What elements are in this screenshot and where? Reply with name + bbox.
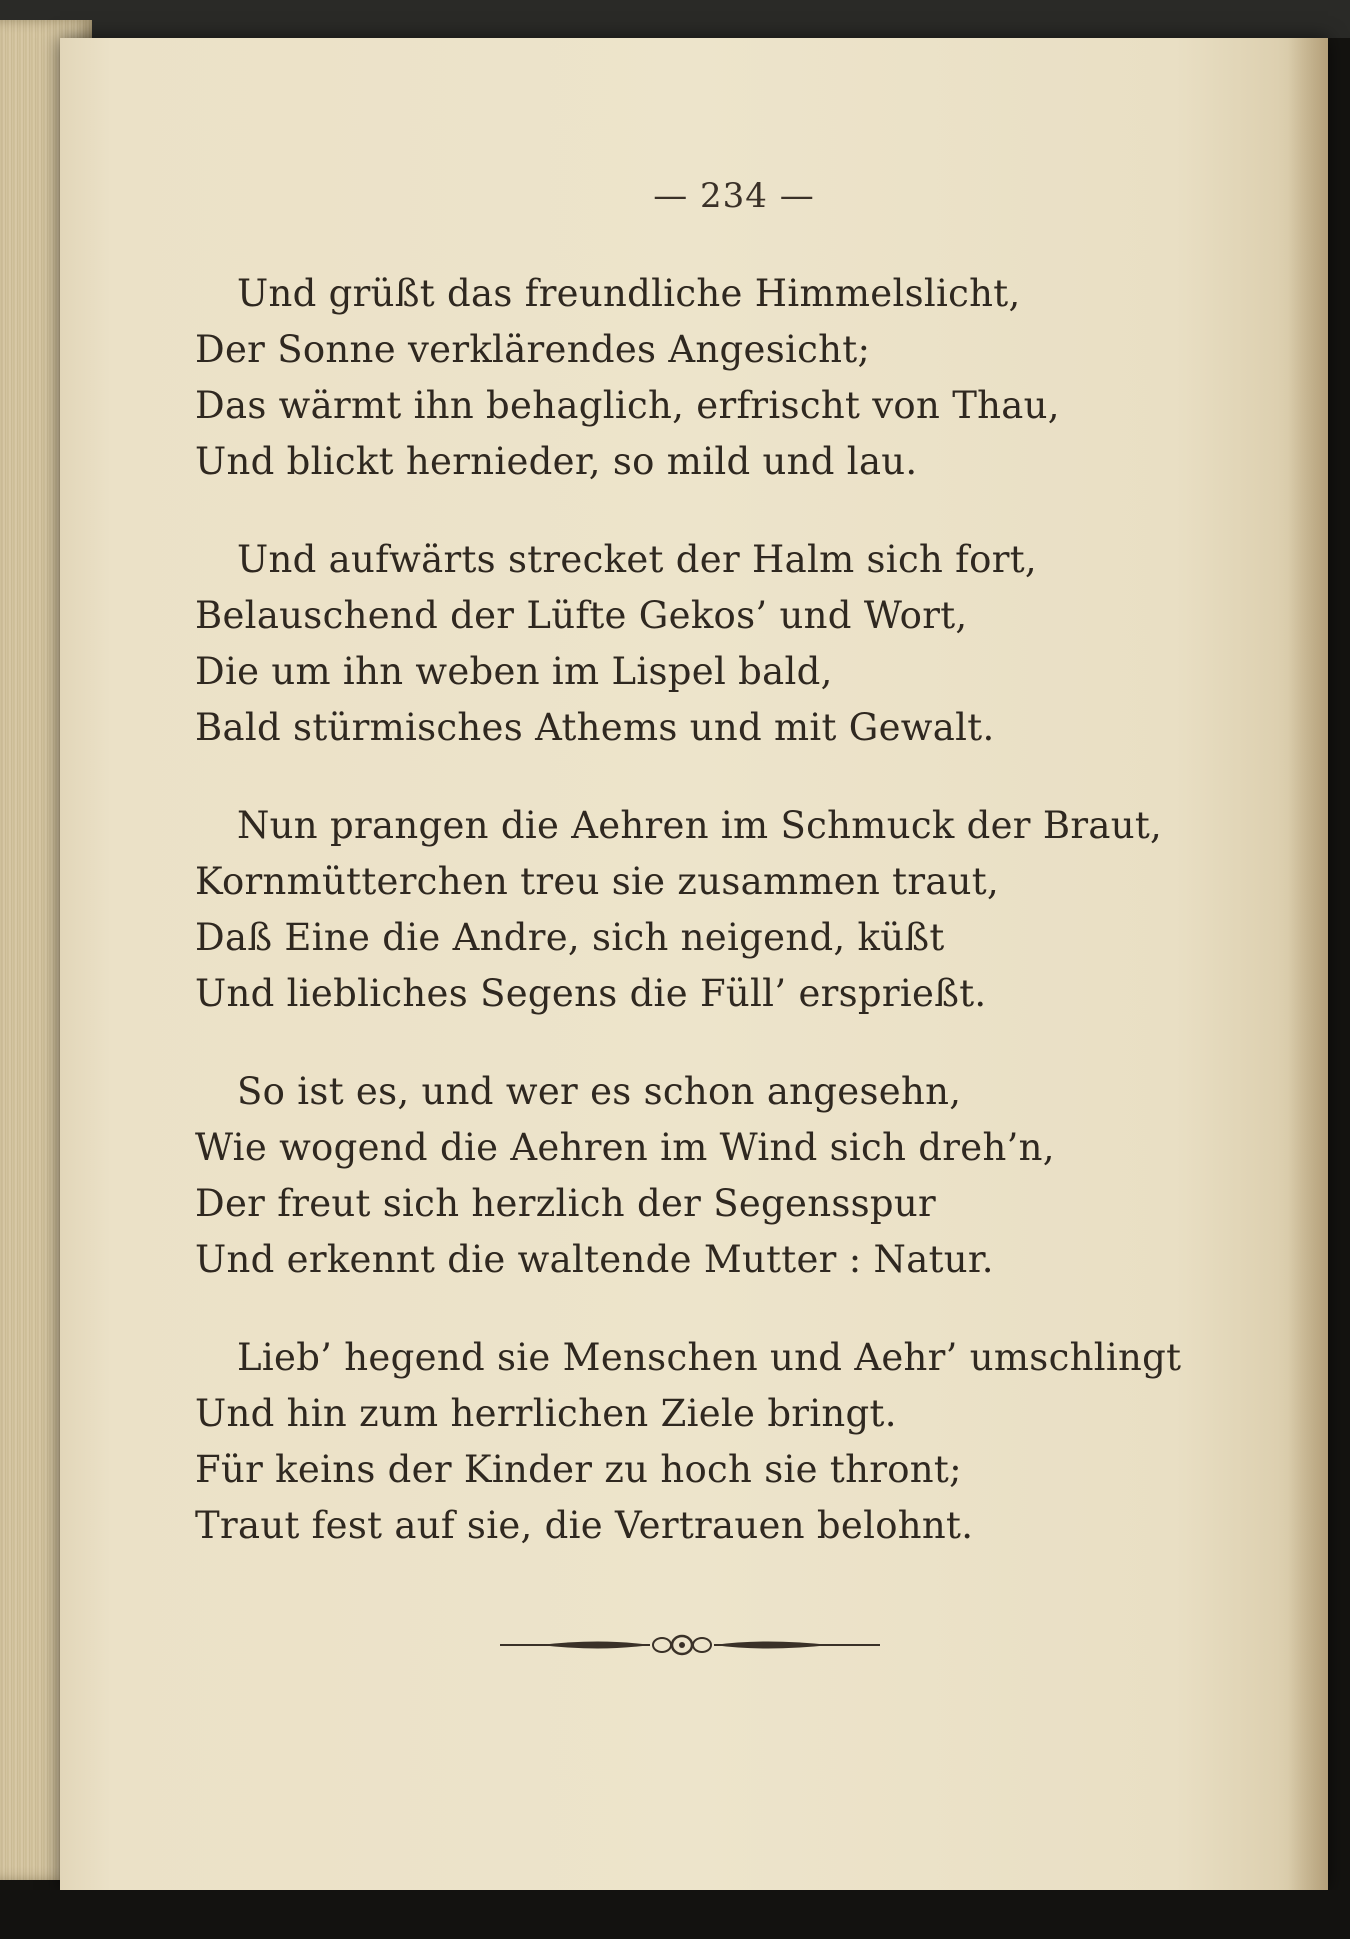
poem-line: Lieb’ hegend sie Menschen und Aehr’ umschlingt xyxy=(237,1336,1182,1379)
poem-line: Und liebliches Segens die Füll’ ersprießt. xyxy=(195,972,987,1015)
poem-line: Für keins der Kinder zu hoch sie thront; xyxy=(195,1448,962,1491)
poem-line: Bald stürmisches Athems und mit Gewalt. xyxy=(195,706,995,749)
poem-line: Nun prangen die Aehren im Schmuck der Braut, xyxy=(237,804,1163,847)
poem-line: Belauschend der Lüfte Gekos’ und Wort, xyxy=(195,594,968,637)
poem-line: Der freut sich herzlich der Segensspur xyxy=(195,1182,937,1225)
poem-line: Und blickt hernieder, so mild und lau. xyxy=(195,440,918,483)
poem-line: Und hin zum herrlichen Ziele bringt. xyxy=(195,1392,897,1435)
poem-line: Das wärmt ihn behaglich, erfrischt von Thau, xyxy=(195,384,1060,427)
poem-line: Wie wogend die Aehren im Wind sich dreh’n, xyxy=(195,1126,1055,1169)
poem-line: Und grüßt das freundliche Himmelslicht, xyxy=(237,272,1021,315)
poem-line: Traut fest auf sie, die Vertrauen belohnt. xyxy=(195,1504,974,1547)
scan-top-border xyxy=(0,0,1350,38)
poem-line: Daß Eine die Andre, sich neigend, küßt xyxy=(195,916,945,959)
stanza-3 xyxy=(195,798,1195,1022)
decorative-divider-icon xyxy=(500,1630,880,1660)
scan-bottom-border xyxy=(0,1890,1350,1939)
stanza-4 xyxy=(195,1064,1195,1288)
page-number: — 234 — xyxy=(653,176,815,216)
book-page xyxy=(60,38,1328,1890)
stanza-1 xyxy=(195,266,1195,490)
stanza-5 xyxy=(195,1330,1195,1554)
poem-line: Und aufwärts strecket der Halm sich fort, xyxy=(237,538,1037,581)
poem-line: Der Sonne verklärendes Angesicht; xyxy=(195,328,871,371)
poem-line: Die um ihn weben im Lispel bald, xyxy=(195,650,833,693)
poem-line: So ist es, und wer es schon angesehn, xyxy=(237,1070,962,1113)
poem-line: Kornmütterchen treu sie zusammen traut, xyxy=(195,860,1000,903)
stanza-2 xyxy=(195,532,1195,756)
poem xyxy=(195,266,1195,1596)
poem-line: Und erkennt die waltende Mutter : Natur. xyxy=(195,1238,994,1281)
